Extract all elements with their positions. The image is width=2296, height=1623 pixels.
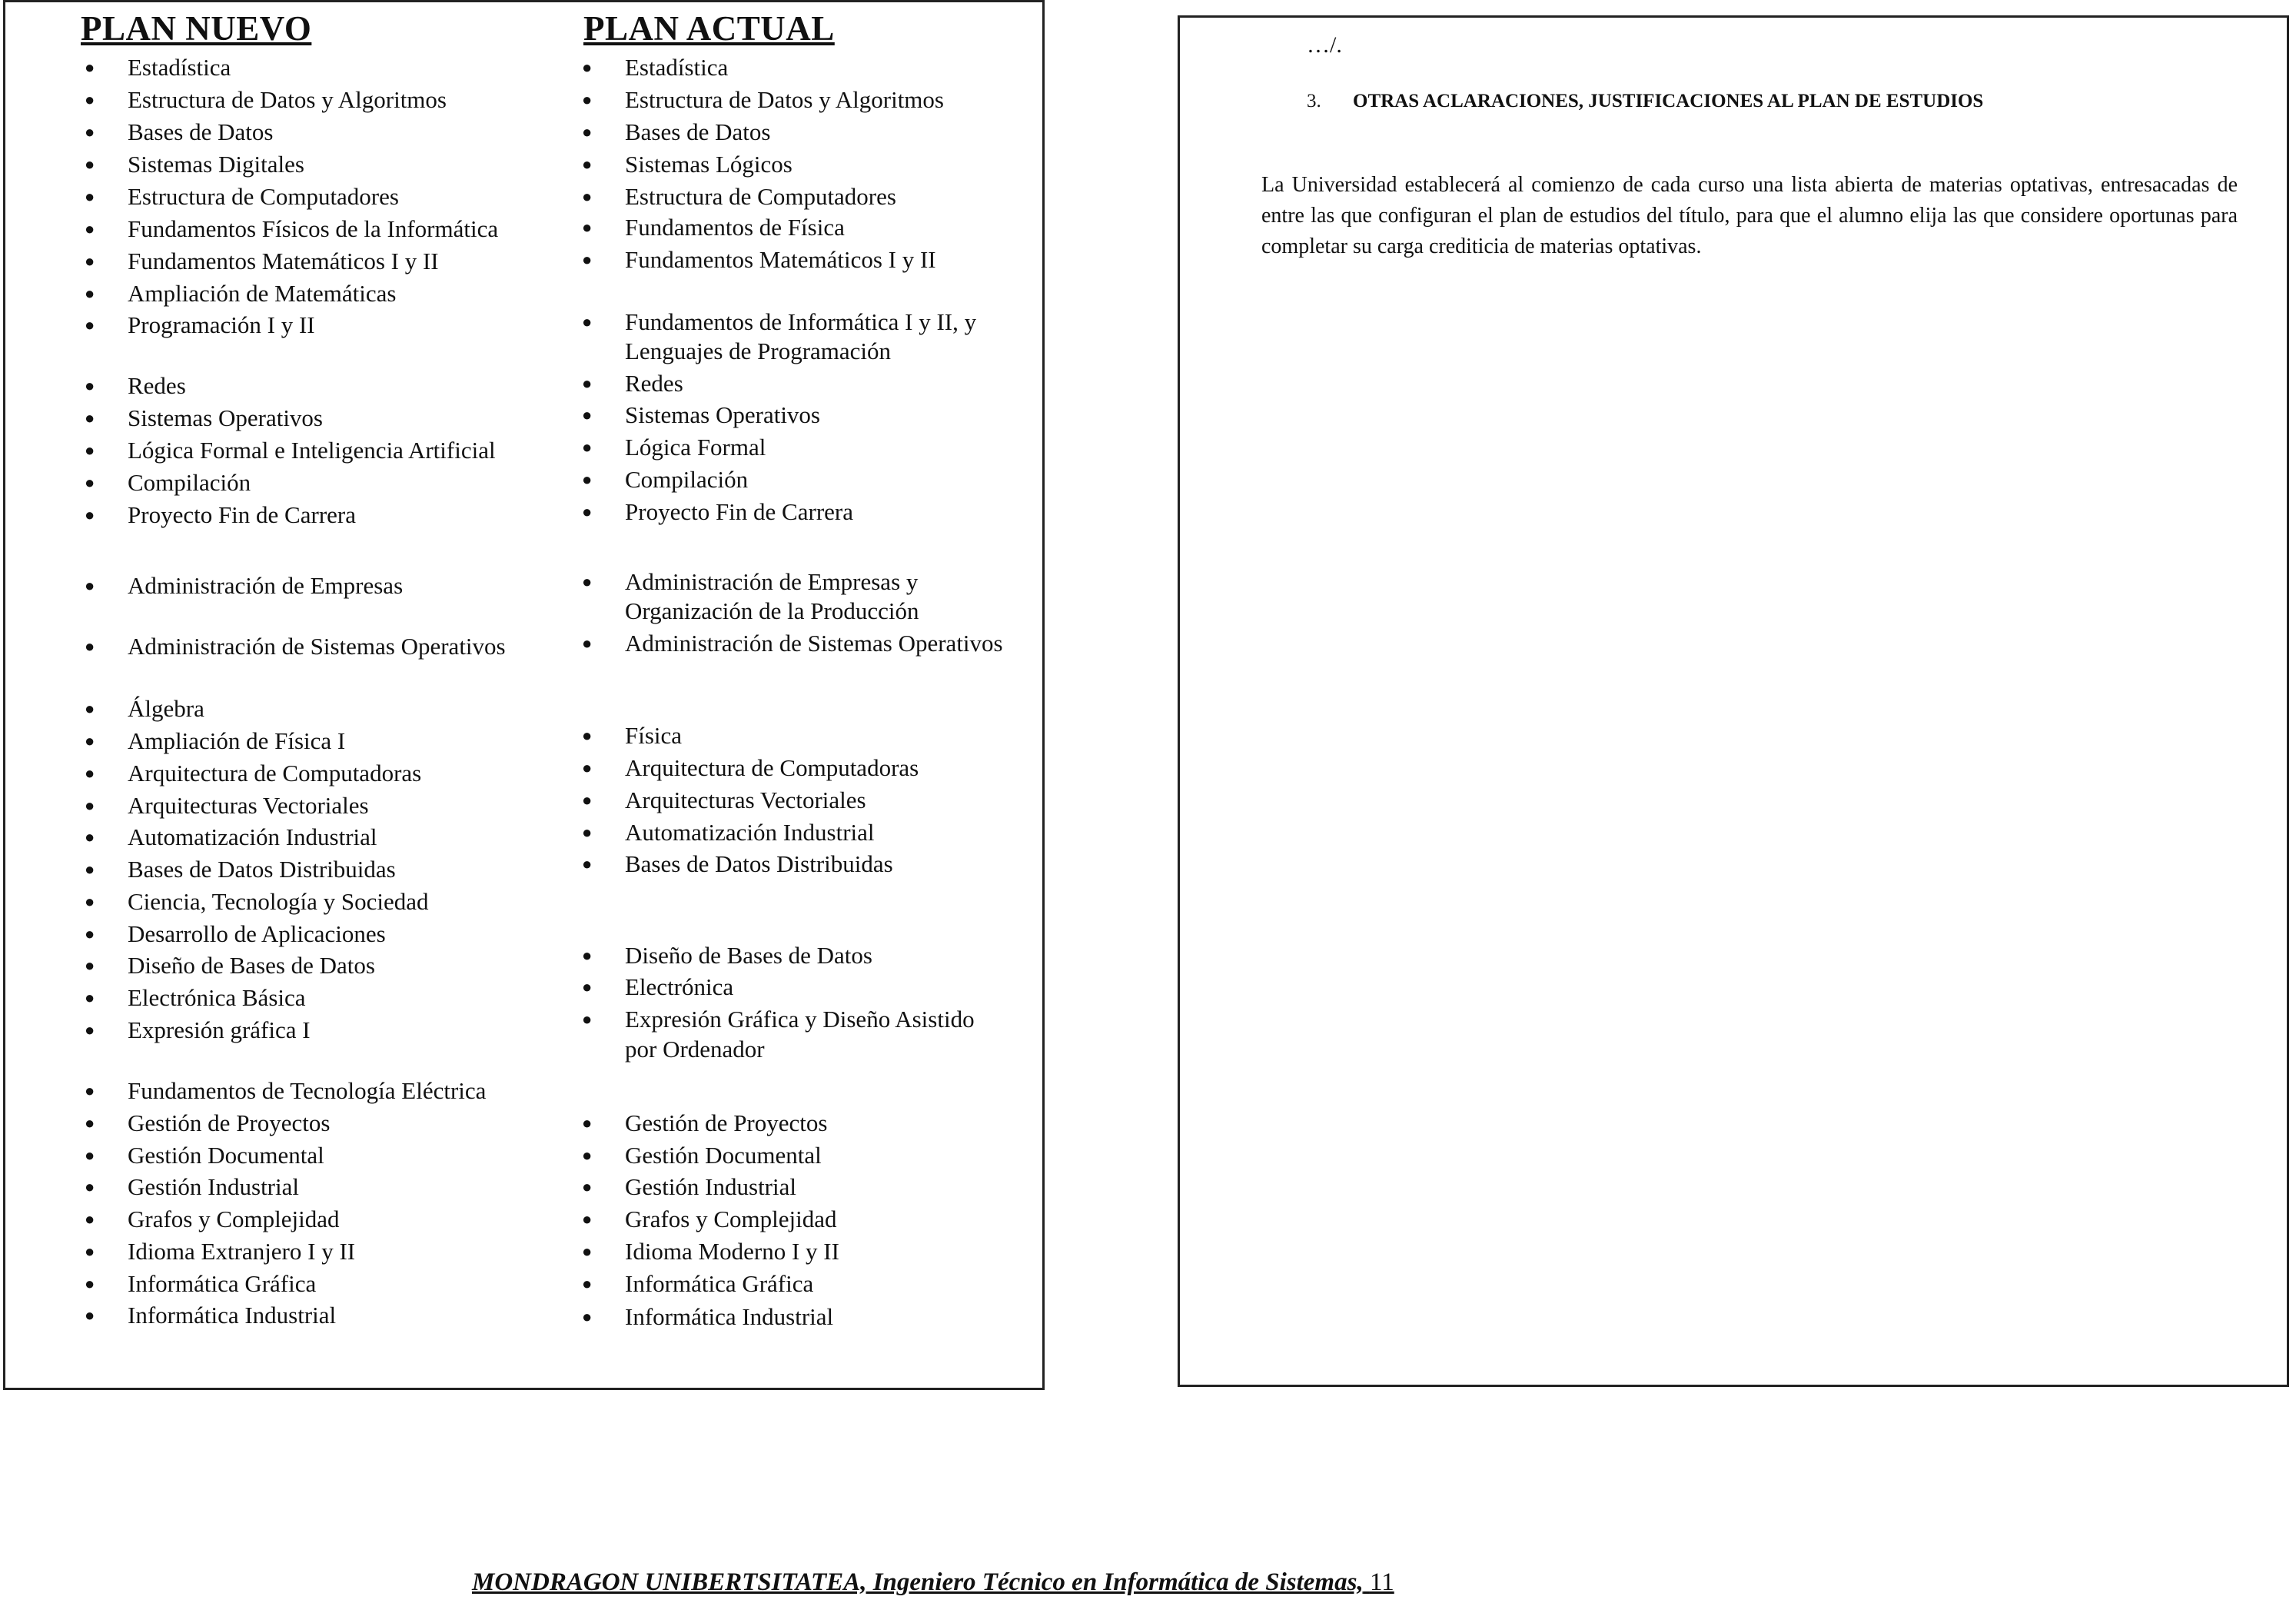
- bullet-icon: ●: [85, 187, 95, 206]
- list-item: ● Estadística: [128, 52, 231, 83]
- bullet-icon: ●: [85, 796, 95, 815]
- list-item: ● Informática Gráfica: [128, 1269, 316, 1299]
- list-item: ● Informática Industrial: [128, 1300, 336, 1331]
- list-item: ● Expresión gráfica I: [128, 1015, 311, 1046]
- list-item: ● Redes: [625, 368, 683, 399]
- list-item: ● Desarrollo de Aplicaciones: [128, 919, 386, 950]
- list-item: ● Lógica Formal: [625, 432, 766, 463]
- list-item: ● Automatización Industrial: [625, 817, 875, 848]
- list-item: ● Estructura de Datos y Algoritmos: [625, 85, 944, 115]
- bullet-icon: ●: [85, 1305, 95, 1325]
- bullet-icon: ●: [582, 1307, 593, 1326]
- bullet-icon: ●: [85, 90, 95, 109]
- bullet-icon: ●: [85, 1177, 95, 1196]
- bullet-icon: ●: [85, 473, 95, 492]
- bullet-icon: ●: [582, 1009, 593, 1029]
- list-item: ● Sistemas Operativos: [128, 403, 323, 434]
- list-item: ● Expresión Gráfica y Diseño Asistido: [625, 1004, 975, 1035]
- list-item: ● Arquitecturas Vectoriales: [625, 785, 866, 816]
- list-item: ● Administración de Empresas y: [625, 567, 918, 597]
- list-item: ● Diseño de Bases de Datos: [625, 940, 872, 971]
- list-item: ● Informática Gráfica: [625, 1269, 813, 1299]
- list-item: ● Sistemas Lógicos: [625, 149, 792, 180]
- bullet-icon: ●: [85, 155, 95, 174]
- list-item: ● Administración de Sistemas Operativos: [625, 628, 1003, 659]
- list-item: ● Estadística: [625, 52, 728, 83]
- bullet-icon: ●: [582, 758, 593, 777]
- list-item: ● Fundamentos Físicos de la Informática: [128, 214, 498, 244]
- footer-text: MONDRAGON UNIBERTSITATEA, Ingeniero Técnico en Informática de Sistemas,: [472, 1568, 1364, 1596]
- bullet-icon: ●: [85, 1274, 95, 1293]
- list-item: ● Administración de Empresas: [128, 570, 403, 601]
- list-item: ● Programación I y II: [128, 310, 315, 341]
- bullet-icon: ●: [85, 1209, 95, 1229]
- bullet-icon: ●: [85, 699, 95, 718]
- bullet-icon: ●: [85, 505, 95, 524]
- plan-actual-header: PLAN ACTUAL: [583, 9, 835, 48]
- list-item: ● Fundamentos de Informática I y II, y: [625, 307, 976, 338]
- bullet-icon: ●: [85, 956, 95, 975]
- bullet-icon: ●: [582, 312, 593, 331]
- bullet-icon: ●: [85, 576, 95, 595]
- bullet-icon: ●: [582, 405, 593, 424]
- bullet-icon: ●: [582, 374, 593, 393]
- bullet-icon: ●: [85, 763, 95, 783]
- list-item: ● Bases de Datos: [625, 117, 770, 148]
- page-footer: [472, 1568, 1394, 1597]
- list-item: ● Administración de Sistemas Operativos: [128, 631, 506, 662]
- bullet-icon: ●: [582, 823, 593, 842]
- list-item: ● Ampliación de Física I: [128, 726, 345, 757]
- list-item: ● Idioma Extranjero I y II: [128, 1236, 355, 1267]
- bullet-icon: ●: [85, 1020, 95, 1039]
- section-title: OTRAS ACLARACIONES, JUSTIFICACIONES AL PLAN DE ESTUDIOS: [1353, 91, 1984, 111]
- bullet-icon: ●: [582, 218, 593, 237]
- list-item: ● Arquitectura de Computadoras: [128, 758, 421, 789]
- bullet-icon: ●: [85, 988, 95, 1007]
- bullet-icon: ●: [85, 219, 95, 238]
- bullet-icon: ●: [85, 827, 95, 846]
- list-item: ● Redes: [128, 371, 186, 401]
- bullet-icon: ●: [85, 1081, 95, 1100]
- list-item: ● Gestión Documental: [128, 1140, 324, 1171]
- bullet-icon: ●: [582, 90, 593, 109]
- bullet-icon: ●: [85, 1113, 95, 1132]
- list-item: ● Gestión Industrial: [128, 1172, 299, 1202]
- bullet-icon: ●: [582, 790, 593, 810]
- bullet-icon: ●: [582, 854, 593, 873]
- bullet-icon: ●: [85, 1242, 95, 1261]
- continuation-mark: …/.: [1307, 32, 1342, 58]
- list-item: ● Proyecto Fin de Carrera: [128, 500, 356, 530]
- bullet-icon: ●: [582, 187, 593, 206]
- bullet-icon: ●: [582, 634, 593, 653]
- list-item: ● Idioma Moderno I y II: [625, 1236, 839, 1267]
- list-item: ● Bases de Datos Distribuidas: [128, 854, 396, 885]
- section-number: 3.: [1307, 91, 1321, 111]
- bullet-icon: ●: [582, 470, 593, 489]
- list-item: ● Gestión de Proyectos: [128, 1108, 330, 1139]
- list-item: ● Fundamentos de Tecnología Eléctrica: [128, 1076, 486, 1106]
- bullet-icon: ●: [582, 1113, 593, 1132]
- bullet-icon: ●: [582, 1242, 593, 1261]
- bullet-icon: ●: [582, 155, 593, 174]
- bullet-icon: ●: [582, 122, 593, 141]
- list-item: ● Ciencia, Tecnología y Sociedad: [128, 886, 429, 917]
- list-item: ● Arquitecturas Vectoriales: [128, 790, 369, 821]
- bullet-icon: ●: [85, 122, 95, 141]
- list-item: ● Informática Industrial: [625, 1302, 833, 1332]
- page-number: 11: [1369, 1568, 1394, 1596]
- list-item: ● Compilación: [625, 464, 748, 495]
- list-item: ● Gestión de Proyectos: [625, 1108, 827, 1139]
- bullet-icon: ●: [85, 58, 95, 77]
- list-item-continuation: Lenguajes de Programación: [625, 338, 892, 364]
- bullet-icon: ●: [85, 1146, 95, 1165]
- list-item: ● Automatización Industrial: [128, 822, 377, 853]
- bullet-icon: ●: [85, 315, 95, 334]
- list-item: ● Diseño de Bases de Datos: [128, 950, 375, 981]
- list-item: ● Estructura de Datos y Algoritmos: [128, 85, 447, 115]
- list-item: ● Sistemas Operativos: [625, 400, 820, 431]
- bullet-icon: ●: [85, 924, 95, 943]
- bullet-icon: ●: [582, 1274, 593, 1293]
- bullet-icon: ●: [582, 1209, 593, 1229]
- section-paragraph: La Universidad establecerá al comienzo de cada curso una lista abierta de materias optativas, entresacadas de entre las que configuran el plan de estudios del título, para que el alumno elija las que considere oportunas para completar su carga crediticia de materias optativas.: [1261, 173, 2238, 258]
- list-item: ● Física: [625, 720, 682, 751]
- plan-nuevo-header: PLAN NUEVO: [81, 9, 312, 48]
- bullet-icon: ●: [582, 572, 593, 591]
- list-item: ● Lógica Formal e Inteligencia Artificial: [128, 435, 496, 466]
- list-item: ● Fundamentos Matemáticos I y II: [128, 246, 439, 277]
- bullet-icon: ●: [85, 892, 95, 911]
- list-item: ● Ampliación de Matemáticas: [128, 278, 397, 309]
- list-item: ● Arquitectura de Computadoras: [625, 753, 919, 783]
- bullet-icon: ●: [85, 637, 95, 656]
- list-item: ● Grafos y Complejidad: [625, 1204, 837, 1235]
- bullet-icon: ●: [582, 977, 593, 996]
- list-item: ● Gestión Documental: [625, 1140, 822, 1171]
- bullet-icon: ●: [582, 1177, 593, 1196]
- bullet-icon: ●: [582, 502, 593, 521]
- list-item: ● Bases de Datos Distribuidas: [625, 849, 893, 880]
- list-item: ● Electrónica: [625, 972, 733, 1003]
- list-item-continuation: por Ordenador: [625, 1036, 765, 1063]
- bullet-icon: ●: [582, 437, 593, 457]
- bullet-icon: ●: [582, 726, 593, 745]
- list-item: ● Electrónica Básica: [128, 983, 306, 1013]
- list-item-continuation: Organización de la Producción: [625, 597, 919, 624]
- list-item: ● Fundamentos de Física: [625, 212, 845, 243]
- list-item: ● Proyecto Fin de Carrera: [625, 497, 853, 527]
- bullet-icon: ●: [85, 251, 95, 271]
- bullet-icon: ●: [85, 408, 95, 427]
- bullet-icon: ●: [85, 376, 95, 395]
- bullet-icon: ●: [85, 731, 95, 750]
- list-item: ● Álgebra: [128, 693, 204, 724]
- bullet-icon: ●: [85, 441, 95, 460]
- bullet-icon: ●: [582, 1146, 593, 1165]
- list-item: ● Bases de Datos: [128, 117, 273, 148]
- list-item: ● Gestión Industrial: [625, 1172, 796, 1202]
- list-item: ● Estructura de Computadores: [128, 181, 399, 212]
- bullet-icon: ●: [582, 250, 593, 269]
- bullet-icon: ●: [582, 946, 593, 965]
- list-item: ● Estructura de Computadores: [625, 181, 896, 212]
- bullet-icon: ●: [582, 58, 593, 77]
- list-item: ● Fundamentos Matemáticos I y II: [625, 244, 936, 275]
- bullet-icon: ●: [85, 860, 95, 879]
- clarifications-box: [1178, 15, 2289, 1387]
- list-item: ● Sistemas Digitales: [128, 149, 304, 180]
- bullet-icon: ●: [85, 284, 95, 303]
- list-item: ● Grafos y Complejidad: [128, 1204, 340, 1235]
- list-item: ● Compilación: [128, 467, 251, 498]
- plan-comparison-box: [3, 0, 1045, 1390]
